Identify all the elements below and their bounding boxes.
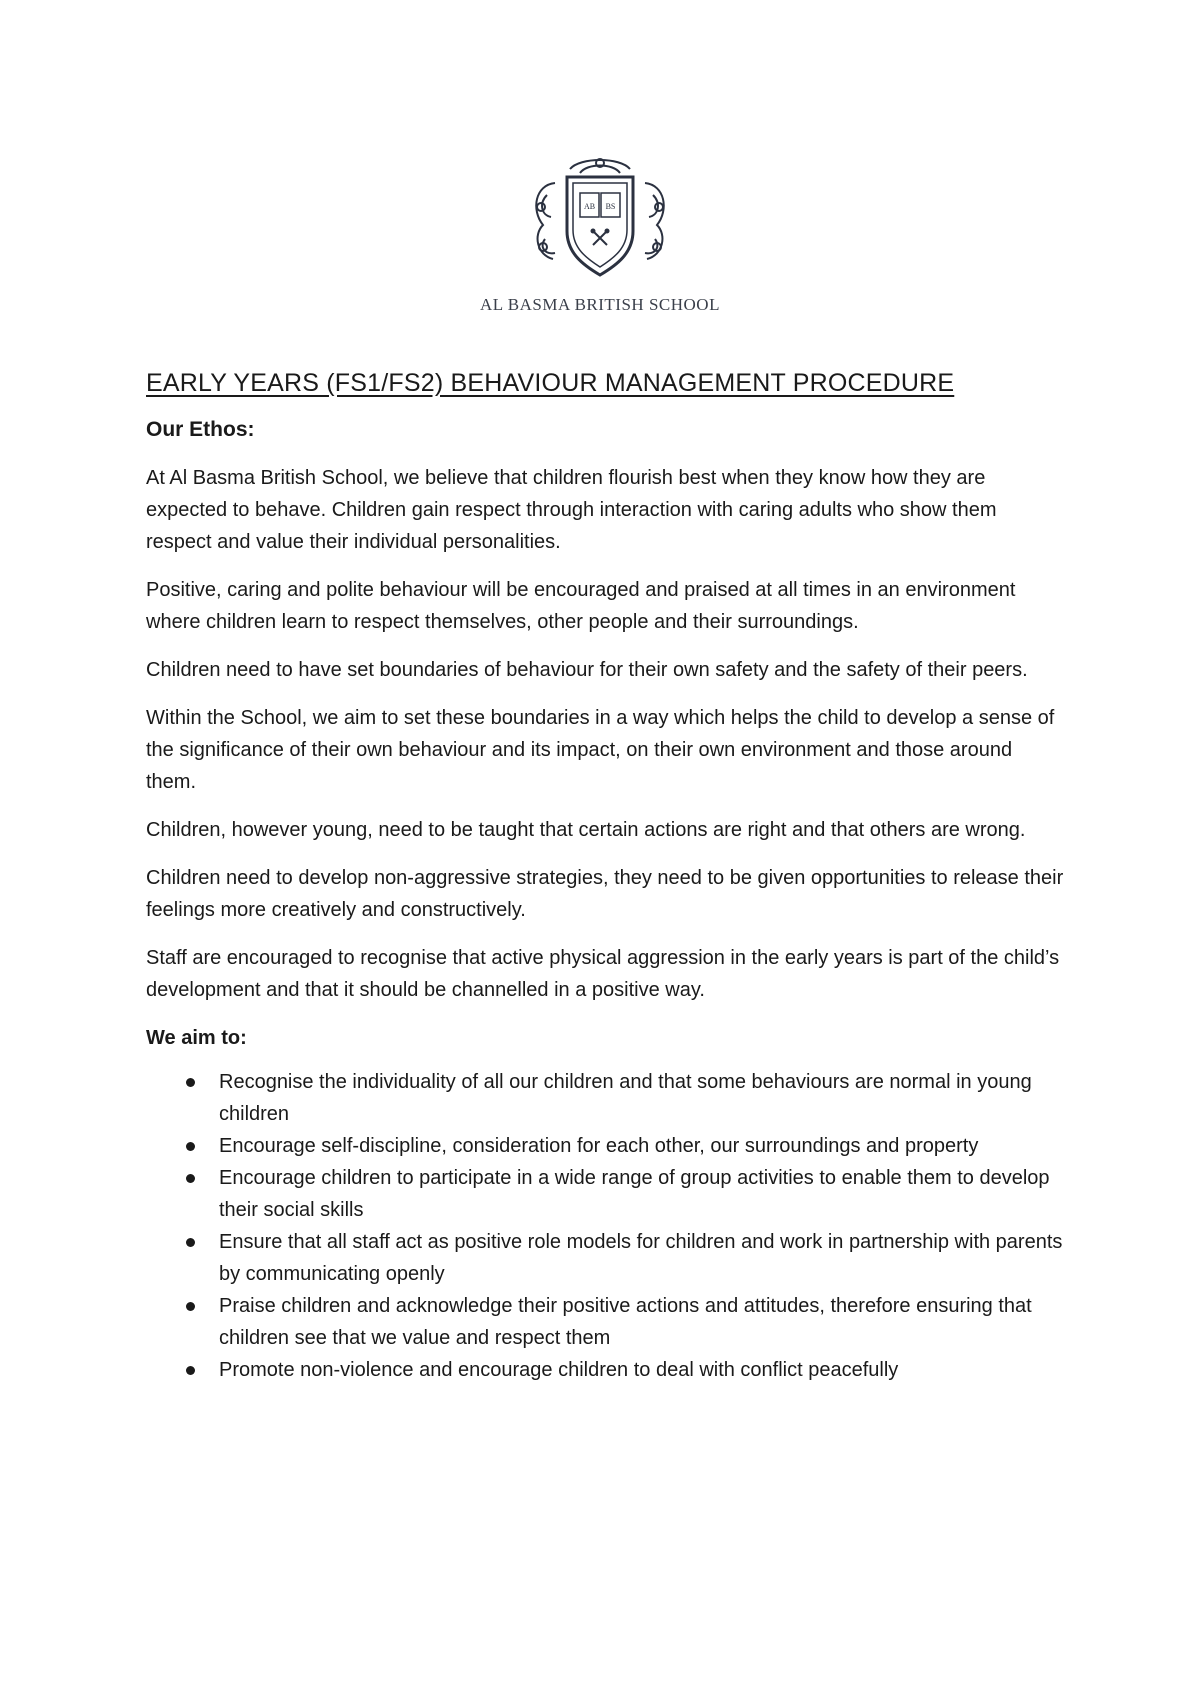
aim-text: Promote non-violence and encourage children to deal with conflict peacefully — [219, 1359, 899, 1381]
aim-item — [146, 1066, 1066, 1130]
aim-text: Praise children and acknowledge their positive actions and attitudes, therefore ensuring that children see that we value and respect them — [219, 1295, 1032, 1349]
bullet-icon — [186, 1174, 195, 1183]
document-body — [146, 366, 1066, 1386]
ethos-paragraph: Positive, caring and polite behaviour will be encouraged and praised at all times in an environment where children learn to respect themselves, other people and their surroundings. — [146, 579, 1016, 633]
ethos-paragraph: Children need to have set boundaries of behaviour for their own safety and the safety of their peers. — [146, 659, 1028, 681]
ethos-paragraph: Within the School, we aim to set these boundaries in a way which helps the child to develop a sense of the significance of their own behaviour and its impact, on their own environment and those around them. — [146, 707, 1055, 793]
aim-item — [146, 1130, 1066, 1162]
aim-text: Encourage children to participate in a wide range of group activities to enable them to develop their social skills — [219, 1167, 1050, 1221]
aims-list — [146, 1066, 1066, 1386]
ethos-paragraph: Children, however young, need to be taught that certain actions are right and that others are wrong. — [146, 819, 1026, 841]
ethos-paragraph: Children need to develop non-aggressive strategies, they need to be given opportunities to release their feelings more creatively and constructively. — [146, 867, 1064, 921]
school-crest-icon — [525, 155, 675, 285]
crest-initials-left: AB — [583, 202, 596, 211]
bullet-icon — [186, 1366, 195, 1375]
bullet-icon — [186, 1238, 195, 1247]
document-title: EARLY YEARS (FS1/FS2) BEHAVIOUR MANAGEMENT PROCEDURE — [146, 369, 955, 397]
school-logo — [470, 155, 730, 315]
aim-text: Recognise the individuality of all our children and that some behaviours are normal in young children — [219, 1071, 1032, 1125]
ethos-paragraph: Staff are encouraged to recognise that active physical aggression in the early years is part of the child’s development and that it should be channelled in a positive way. — [146, 947, 1060, 1001]
bullet-icon — [186, 1302, 195, 1311]
ethos-heading: Our Ethos: — [146, 418, 255, 441]
ethos-paragraph: At Al Basma British School, we believe that children flourish best when they know how they are expected to behave. Children gain respect through interaction with caring adults who show them respect and value their individual personalities. — [146, 467, 997, 553]
school-name: AL BASMA BRITISH SCHOOL — [480, 295, 720, 314]
crest-initials-right: BS — [605, 202, 616, 211]
aim-text: Encourage self-discipline, consideration for each other, our surroundings and property — [219, 1135, 979, 1157]
aim-item — [146, 1354, 1066, 1386]
bullet-icon — [186, 1078, 195, 1087]
aim-item — [146, 1226, 1066, 1290]
aim-item — [146, 1162, 1066, 1226]
bullet-icon — [186, 1142, 195, 1151]
aim-item — [146, 1290, 1066, 1354]
aims-heading: We aim to: — [146, 1027, 247, 1049]
aim-text: Ensure that all staff act as positive role models for children and work in partnership with parents by communicating openly — [219, 1231, 1063, 1285]
